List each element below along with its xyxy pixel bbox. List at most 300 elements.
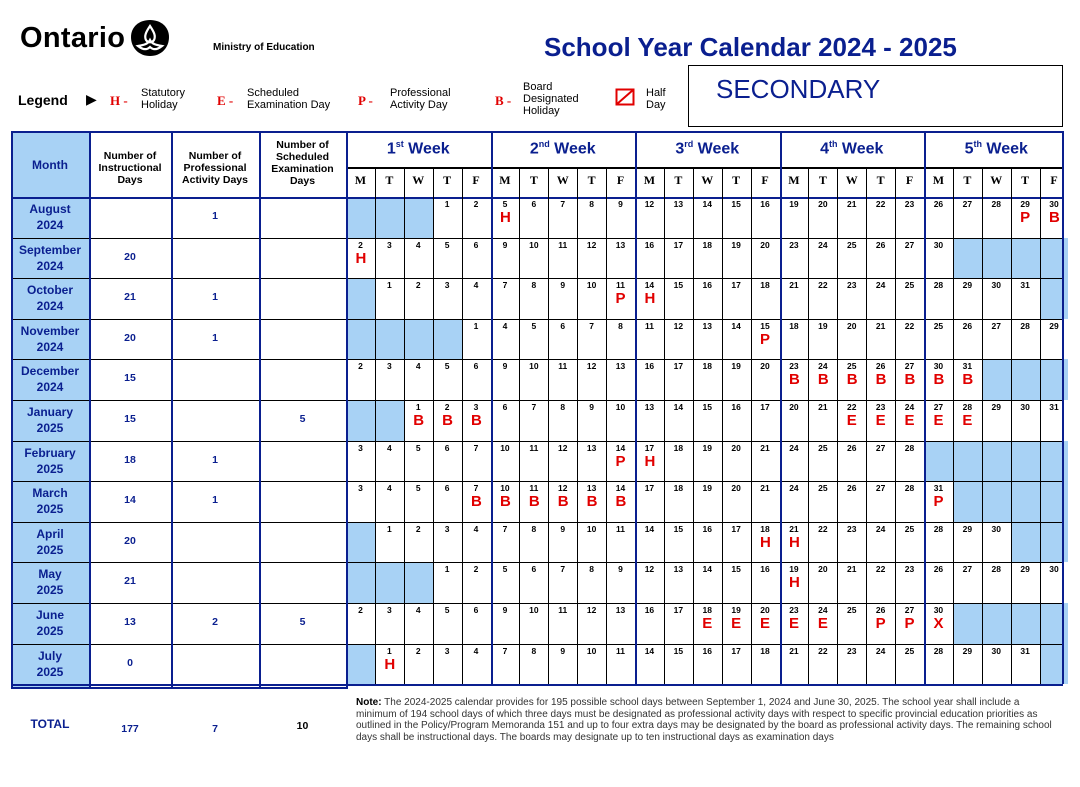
instructional-days: 0 (127, 656, 133, 669)
day-code: P (933, 493, 944, 511)
week-number: 2 (529, 140, 539, 158)
day-cell (404, 197, 433, 238)
day-number: 7 (560, 564, 566, 575)
day-number: 28 (991, 199, 1001, 209)
day-cell (433, 644, 462, 685)
day-letter: F (1050, 173, 1058, 187)
day-number: 10 (500, 483, 510, 494)
day-number: 28 (933, 280, 944, 291)
day-cell (1011, 644, 1040, 685)
day-cell (722, 562, 751, 603)
day-number: 30 (1049, 564, 1059, 575)
day-cell (982, 278, 1011, 319)
day-cell (519, 522, 548, 563)
day-number: 29 (1020, 199, 1030, 209)
day-cell (693, 481, 722, 522)
day-number: 25 (904, 523, 915, 534)
grid-line (375, 167, 376, 684)
day-number: 16 (760, 199, 770, 209)
day-letter: M (499, 173, 511, 187)
grid-line (11, 400, 1063, 401)
day-number: 10 (529, 239, 539, 250)
day-letter: T (963, 173, 972, 187)
day-number: 26 (933, 199, 944, 209)
day-cell (722, 319, 751, 360)
grid-line (606, 167, 607, 684)
day-number: 1 (386, 645, 392, 656)
day-number: 2 (415, 523, 421, 534)
grid-line (11, 441, 1063, 442)
day-cell (982, 359, 1011, 400)
day-cell (895, 441, 924, 482)
day-number: 11 (558, 239, 568, 250)
legend-text-half-day: Half Day (646, 87, 666, 111)
day-cell (462, 441, 491, 482)
day-cell (375, 238, 404, 279)
day-number: 20 (731, 483, 741, 494)
day-cell (924, 238, 953, 279)
day-cell (664, 359, 693, 400)
day-cell (866, 481, 895, 522)
day-cell (491, 319, 520, 360)
day-number: 13 (615, 605, 626, 615)
day-number: 8 (589, 564, 594, 575)
day-cell (780, 238, 809, 279)
day-cell (895, 319, 924, 360)
day-cell (895, 481, 924, 522)
day-number: 10 (586, 645, 597, 656)
day-cell (953, 400, 982, 441)
day-cell (808, 400, 837, 441)
day-cell (1040, 441, 1069, 482)
week-header-5 (924, 139, 1069, 158)
day-number: 21 (760, 442, 770, 453)
day-cell (433, 400, 462, 441)
day-cell (491, 522, 520, 563)
day-cell (375, 644, 404, 685)
day-number: 19 (731, 361, 741, 372)
day-cell (895, 603, 924, 644)
day-number: 30 (933, 605, 944, 615)
grid-line (171, 131, 173, 689)
day-cell (693, 359, 722, 400)
day-cell (519, 319, 548, 360)
day-cell (953, 197, 982, 238)
day-number: 1 (444, 199, 450, 209)
day-number: 31 (1020, 280, 1030, 291)
day-cell (577, 359, 606, 400)
day-cell (751, 441, 780, 482)
day-code: E (760, 615, 771, 632)
day-cell (982, 562, 1011, 603)
day-number: 14 (644, 280, 655, 291)
day-number: 17 (673, 361, 684, 372)
day-number: 11 (529, 442, 539, 453)
day-number: 9 (618, 564, 623, 575)
day-number: 16 (760, 564, 770, 575)
month-name: August (29, 202, 71, 216)
week-suffix: th (828, 139, 838, 149)
day-letter: T (1021, 173, 1030, 187)
day-number: 22 (847, 402, 857, 412)
day-number: 16 (644, 239, 655, 250)
week-header-3 (635, 139, 780, 158)
day-cell (751, 481, 780, 522)
day-cell (780, 319, 809, 360)
day-number: 21 (789, 523, 799, 534)
day-number: 5 (444, 239, 450, 250)
grid-line (346, 131, 348, 689)
month-year: 2025 (36, 502, 64, 517)
day-cell (866, 644, 895, 685)
day-cell (953, 278, 982, 319)
day-number: 12 (644, 199, 655, 209)
day-code: H (499, 209, 511, 226)
day-number: 8 (531, 645, 537, 656)
day-code: H (644, 452, 656, 470)
day-number: 4 (473, 523, 479, 534)
day-cell (693, 522, 722, 563)
day-cell (577, 278, 606, 319)
day-number: 10 (529, 361, 539, 372)
day-cell (491, 441, 520, 482)
day-number: 5 (415, 442, 421, 453)
grid-line (11, 319, 1063, 320)
day-number: 12 (586, 361, 597, 372)
month-year: 2024 (36, 339, 64, 354)
day-code: B (904, 371, 916, 389)
grid-line (751, 167, 752, 684)
month-name: January (26, 405, 74, 419)
day-number: 19 (702, 483, 712, 494)
day-number: 3 (386, 361, 392, 372)
grid-line (1062, 131, 1064, 684)
legend-code-e: E - (217, 93, 234, 108)
day-number: 16 (644, 605, 655, 615)
day-number: 22 (875, 199, 886, 209)
day-cell (548, 400, 577, 441)
day-number: 9 (618, 199, 623, 209)
day-number: 11 (529, 483, 539, 494)
day-number: 13 (615, 239, 626, 250)
day-cell (1040, 644, 1069, 685)
day-letter: T (529, 173, 538, 187)
day-number: 6 (473, 605, 479, 615)
week-label: Week (403, 140, 450, 158)
day-cell (895, 644, 924, 685)
day-code: B (875, 371, 887, 389)
grid-line (11, 522, 1063, 523)
ministry-name: Ministry of Education (213, 42, 315, 53)
day-number: 25 (904, 280, 915, 291)
day-number: 30 (1020, 402, 1030, 412)
day-number: 15 (731, 564, 741, 575)
grid-line (11, 481, 1063, 482)
day-number: 28 (962, 402, 973, 412)
day-number: 14 (731, 320, 741, 331)
day-number: 9 (502, 605, 508, 615)
day-cell (346, 278, 375, 319)
day-cell (346, 522, 375, 563)
total-professional: 7 (212, 723, 218, 736)
day-number: 17 (644, 442, 655, 453)
day-number: 24 (875, 645, 886, 656)
day-number: 24 (818, 239, 828, 250)
day-cell (577, 197, 606, 238)
day-cell (1011, 359, 1040, 400)
day-cell (606, 319, 635, 360)
day-cell (606, 400, 635, 441)
day-number: 24 (875, 280, 886, 291)
day-cell (693, 441, 722, 482)
day-number: 16 (702, 280, 712, 291)
day-number: 27 (904, 361, 915, 372)
day-letter: M (643, 173, 656, 187)
day-number: 4 (473, 280, 479, 291)
day-letter: T (385, 173, 394, 187)
day-cell (606, 603, 635, 644)
day-cell (346, 359, 375, 400)
day-cell (1011, 278, 1040, 319)
day-cell (722, 522, 751, 563)
day-cell (462, 603, 491, 644)
day-cell (982, 441, 1011, 482)
day-code: H (788, 574, 800, 592)
day-cell (548, 197, 577, 238)
day-cell (953, 441, 982, 482)
day-code: E (875, 412, 886, 429)
day-number: 8 (560, 402, 566, 412)
day-cell (548, 359, 577, 400)
day-number: 17 (731, 523, 741, 534)
day-number: 25 (818, 442, 828, 453)
day-cell (664, 441, 693, 482)
day-number: 15 (702, 402, 712, 412)
day-number: 20 (760, 239, 770, 250)
grid-line (693, 167, 694, 684)
day-code: B (471, 493, 482, 511)
day-number: 25 (818, 483, 828, 494)
day-cell (808, 644, 837, 685)
month-name: May (38, 567, 62, 582)
day-cell (664, 481, 693, 522)
day-cell (780, 197, 809, 238)
month-name: April (36, 526, 64, 541)
day-number: 17 (731, 645, 741, 656)
day-cell (577, 522, 606, 563)
ontario-wordmark: Ontario (20, 22, 126, 54)
day-cell (404, 359, 433, 400)
day-code: B (933, 371, 945, 389)
day-number: 30 (1049, 199, 1059, 209)
day-cell (780, 400, 809, 441)
day-number: 11 (558, 605, 568, 615)
day-cell (751, 238, 780, 279)
day-cell (375, 359, 404, 400)
day-number: 4 (415, 239, 421, 250)
day-cell (491, 481, 520, 522)
day-number: 1 (444, 564, 450, 575)
day-number: 19 (731, 605, 741, 615)
day-letter: W (845, 173, 858, 187)
day-cell (635, 603, 664, 644)
day-cell (606, 238, 635, 279)
day-number: 25 (904, 645, 915, 656)
day-cell (722, 481, 751, 522)
day-number: 15 (673, 280, 684, 291)
day-cell (375, 481, 404, 522)
day-number: 25 (933, 320, 944, 331)
day-cell (895, 278, 924, 319)
day-number: 28 (904, 442, 915, 453)
day-number: 5 (502, 564, 508, 575)
day-cell (982, 481, 1011, 522)
instructional-days: 21 (124, 575, 136, 588)
grid-line (577, 167, 578, 684)
day-number: 27 (875, 483, 886, 494)
day-cell (1040, 238, 1069, 279)
day-number: 10 (529, 605, 539, 615)
day-number: 4 (415, 361, 421, 372)
day-cell (751, 319, 780, 360)
grid-line (11, 278, 1063, 279)
day-number: 26 (847, 442, 857, 453)
instructional-days: 15 (124, 372, 136, 385)
day-number: 9 (560, 645, 566, 656)
day-number: 6 (444, 483, 450, 494)
day-cell (346, 400, 375, 441)
day-cell (635, 278, 664, 319)
total-instructional: 177 (121, 723, 139, 736)
day-cell (837, 644, 866, 685)
day-cell (895, 400, 924, 441)
day-number: 23 (847, 523, 857, 534)
day-cell (433, 603, 462, 644)
day-cell (404, 562, 433, 603)
day-number: 8 (618, 320, 623, 331)
day-code: P (1020, 209, 1031, 226)
page-title: School Year Calendar 2024 - 2025 (544, 32, 957, 62)
day-number: 1 (415, 402, 421, 412)
grid-line (953, 167, 954, 684)
day-letter: M (788, 173, 800, 187)
day-number: 13 (644, 402, 655, 412)
day-cell (1011, 197, 1040, 238)
day-cell (462, 400, 491, 441)
day-number: 26 (847, 483, 857, 494)
grid-line (635, 131, 637, 684)
day-cell (346, 319, 375, 360)
grid-line (722, 167, 723, 684)
instructional-days: 14 (124, 494, 136, 507)
week-label: Week (549, 140, 596, 158)
day-cell (491, 644, 520, 685)
day-cell (866, 197, 895, 238)
day-cell (1040, 359, 1069, 400)
grid-line (11, 562, 1063, 563)
day-cell (519, 238, 548, 279)
day-number: 3 (473, 402, 479, 412)
day-number: 1 (386, 523, 392, 534)
day-number: 7 (502, 280, 508, 291)
grid-line (548, 167, 549, 684)
day-cell (1011, 481, 1040, 522)
day-number: 22 (875, 564, 886, 575)
day-cell (982, 197, 1011, 238)
day-number: 14 (615, 483, 626, 494)
day-number: 18 (760, 645, 770, 656)
day-cell (577, 603, 606, 644)
day-number: 13 (673, 564, 684, 575)
day-number: 13 (615, 361, 626, 372)
day-cell (606, 441, 635, 482)
day-cell (346, 238, 375, 279)
day-number: 28 (933, 523, 944, 534)
instructional-days: 20 (124, 534, 136, 547)
month-name: June (35, 608, 64, 622)
day-cell (722, 197, 751, 238)
day-cell (866, 400, 895, 441)
day-cell (462, 197, 491, 238)
day-cell (664, 522, 693, 563)
day-number: 9 (502, 239, 508, 250)
day-number: 2 (473, 564, 479, 575)
month-year: 2024 (36, 258, 64, 273)
day-number: 23 (789, 239, 799, 250)
month-name: July (37, 648, 62, 663)
day-number: 28 (904, 483, 915, 494)
day-code: B (528, 493, 540, 511)
day-cell (982, 238, 1011, 279)
day-cell (751, 562, 780, 603)
exam-days: 5 (299, 616, 306, 628)
day-number: 20 (789, 402, 799, 412)
day-cell (866, 562, 895, 603)
day-code: B (615, 493, 627, 511)
day-code: B (442, 412, 453, 429)
day-cell (953, 319, 982, 360)
day-number: 20 (818, 564, 828, 575)
day-number: 13 (673, 199, 684, 209)
day-cell (780, 359, 809, 400)
day-code: E (904, 412, 915, 429)
day-number: 29 (1020, 564, 1030, 575)
day-cell (433, 522, 462, 563)
day-cell (866, 441, 895, 482)
day-cell (577, 441, 606, 482)
week-header-4 (780, 139, 925, 158)
day-number: 30 (991, 645, 1001, 656)
day-cell (346, 562, 375, 603)
day-cell (548, 238, 577, 279)
day-code: H (384, 655, 396, 673)
day-number: 26 (875, 605, 886, 615)
day-number: 23 (847, 280, 857, 291)
day-number: 6 (531, 564, 537, 575)
day-cell (577, 644, 606, 685)
day-cell (722, 278, 751, 319)
day-number: 26 (875, 361, 886, 372)
day-number: 27 (875, 442, 886, 453)
day-cell (375, 562, 404, 603)
day-cell (808, 562, 837, 603)
professional-days: 1 (212, 494, 218, 507)
day-number: 14 (644, 523, 655, 534)
professional-days: 1 (212, 210, 218, 222)
professional-days: 2 (212, 616, 218, 628)
day-cell (953, 238, 982, 279)
day-cell (924, 522, 953, 563)
